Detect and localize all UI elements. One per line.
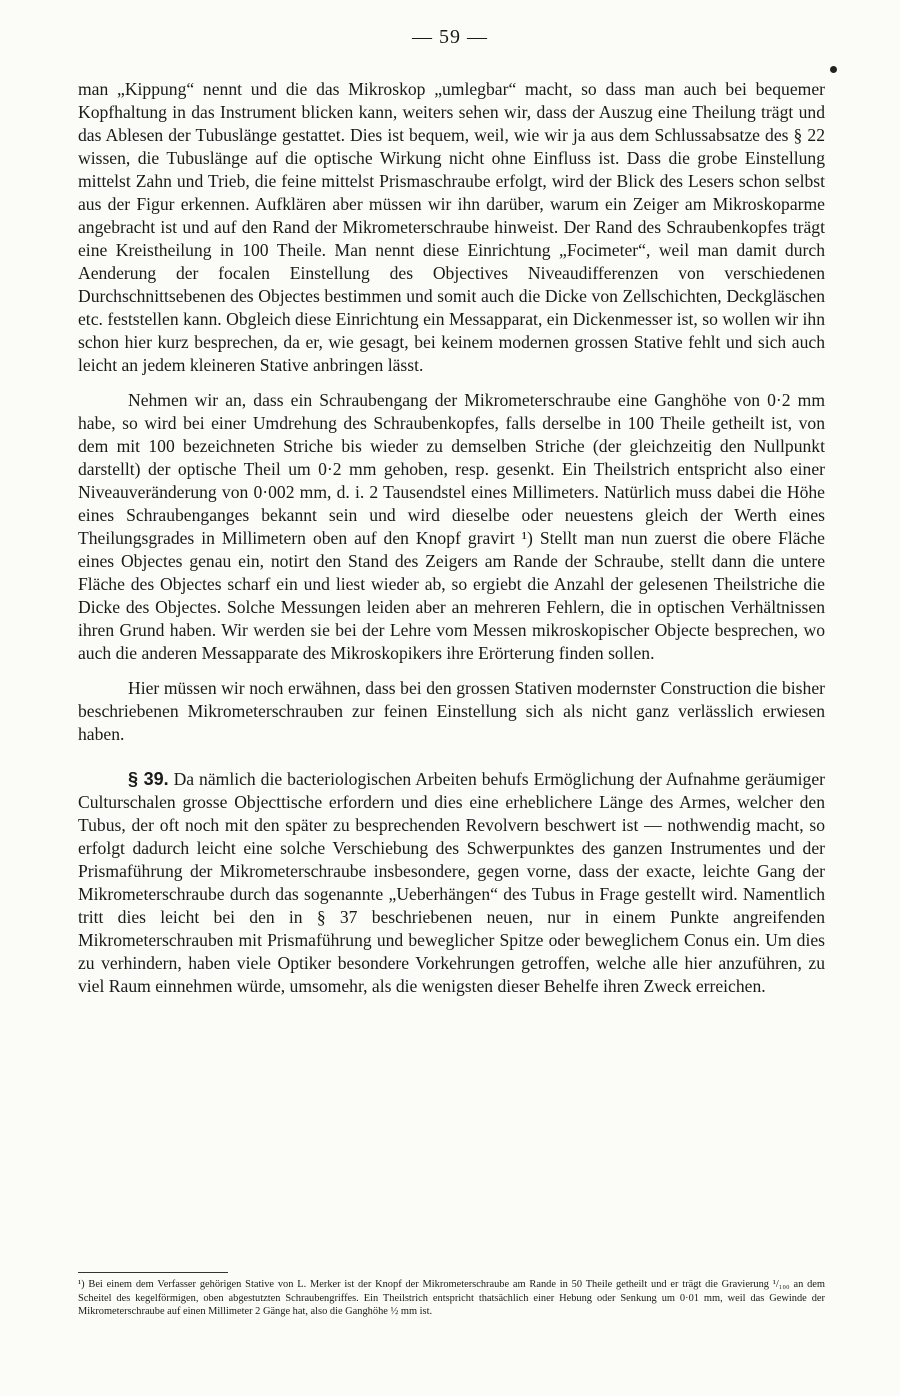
section-number: § 39. <box>128 769 169 789</box>
ink-spot <box>830 66 837 73</box>
section-text: Da nämlich die bacteriologischen Arbeiten behufs Ermöglichung der Aufnahme geräumiger Culturschalen grosse Objecttische erfordern und dies eine erheblichere Länge des Armes, welcher den Tubus, der oft noch mit den später zu besprechenden Revolvern beschwert ist — nothwendig macht, so erfolgt dadurch leicht eine solche Verschiebung des Schwerpunktes des ganzen Instrumentes und der Prismaführung der Mikrometerschraube insbesondere, gegen vorne, dass der exacte, leichte Gang der Mikrometerschraube durch das sogenannte „Ueberhängen“ des Tubus in Frage gestellt wird. Namentlich tritt dies leicht bei den in § 37 beschriebenen neuen, nur in einem Punkte angreifenden Mikrometerschrauben mit Prismaführung und beweglicher Spitze oder beweglichem Conus ein. Um dies zu verhindern, haben viele Optiker besondere Vorkehrungen getroffen, welche alle hier anzuführen, zu viel Raum einnehmen würde, umsomehr, als die wenigsten dieser Behelfe ihren Zweck erreichen. <box>78 769 825 996</box>
page-number: — 59 — <box>412 26 488 48</box>
paragraph-3: Hier müssen wir noch erwähnen, dass bei den grossen Stativen modernster Construction die bisher beschriebenen Mikrometerschrauben zur feinen Einstellung sich als nicht ganz verlässlich erwiesen haben. <box>78 678 825 744</box>
page-body <box>78 78 825 998</box>
footnote-rule <box>78 1272 228 1273</box>
section-39-paragraph <box>78 768 825 998</box>
footnote: ¹) Bei einem dem Verfasser gehörigen Stative von L. Merker ist der Knopf der Mikrometerschraube am Rande in 50 Theile getheilt und er trägt die Gravierung ¹/₁₀₀ an dem Scheitel des kegelförmigen, oben abgestutzten Schraubengriffes. Ein Theilstrich entspricht thatsächlich einer Hebung oder Senkung um 0·01 mm, weil das Gewinde der Mikrometerschraube auf einen Millimeter 2 Gänge hat, also die Ganghöhe ½ mm ist. <box>78 1279 825 1317</box>
paragraph-2: Nehmen wir an, dass ein Schraubengang der Mikrometerschraube eine Ganghöhe von 0·2 mm habe, so wird bei einer Umdrehung des Schraubenkopfes, falls derselbe in 100 Theile getheilt ist, von dem mit 100 bezeichneten Striche bis wieder zu demselben Striche (der gleichzeitig den Nullpunkt darstellt) der optische Theil um 0·2 mm gehoben, resp. gesenkt. Ein Theilstrich entspricht also einer Niveauveränderung von 0·002 mm, d. i. 2 Tausendstel eines Millimeters. Natürlich muss dabei die Höhe eines Schraubenganges bekannt sein und wird dieselbe oder neuestens gleich der Werth eines Theilungsgrades in Millimetern oben auf den Knopf gravirt ¹) Stellt man nun zuerst die obere Fläche eines Objectes genau ein, notirt den Stand des Zeigers am Rande der Schraube, stellt dann die untere Fläche des Objectes scharf ein und liest wieder ab, so ergiebt die Anzahl der gelesenen Theilstriche die Dicke des Objectes. Solche Messungen leiden aber an mehreren Fehlern, die in optischen Verhältnissen ihren Grund haben. Wir werden sie bei der Lehre vom Messen mikroskopischer Objecte besprechen, wo auch die anderen Messapparate des Mikroskopikers ihre Erörterung finden sollen. <box>78 390 825 663</box>
paragraph-1: man „Kippung“ nennt und die das Mikroskop „umlegbar“ macht, so dass man auch bei bequemer Kopfhaltung in das Instrument blicken kann, weiters sehen wir, dass der Auszug eine Theilung trägt und das Ablesen der Tubuslänge gestattet. Dies ist bequem, weil, wie wir ja aus dem Schlussabsatze des § 22 wissen, die Tubuslänge auf die optische Wirkung nicht ohne Einfluss ist. Dass die grobe Einstellung mittelst Zahn und Trieb, die feine mittelst Prismaschraube erfolgt, wird der Blick des Lesers schon selbst aus der Figur erkennen. Aufklären aber müssen wir ihn darüber, warum ein Zeiger am Mikroskoparme angebracht ist und auf den Rand der Mikrometerschraube hinweist. Der Rand des Schraubenkopfes trägt eine Kreistheilung in 100 Theile. Man nennt diese Einrichtung „Focimeter“, weil man damit durch Aenderung der focalen Einstellung des Objectives Niveaudifferenzen von verschiedenen Durchschnittsebenen des Objectes bestimmen und somit auch die Dicke von Zellschichten, Deckgläschen etc. feststellen kann. Obgleich diese Einrichtung ein Messapparat, ein Dickenmesser ist, so wollen wir ihn schon hier kurz besprechen, da er, wie gesagt, bei keinem modernen grossen Stative fehlt und sich auch leicht an jedem kleineren Stative anbringen lässt. <box>78 79 825 375</box>
